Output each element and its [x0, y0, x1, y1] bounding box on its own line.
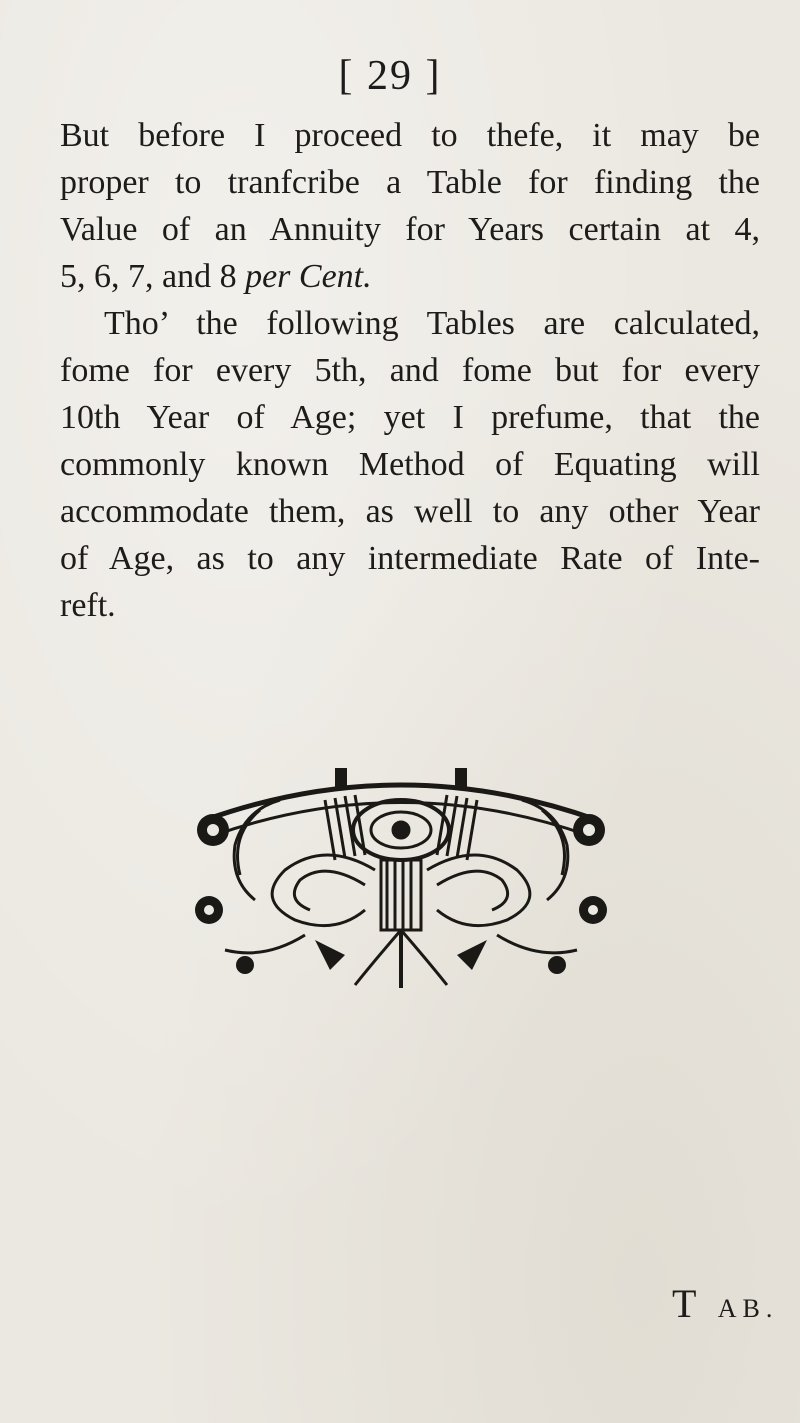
catchword: [672, 1280, 778, 1327]
per-cent-italic: per Cent.: [245, 258, 372, 295]
text-line: of Age, as to any intermediate Rate of Inte-: [60, 540, 760, 577]
text-line: [60, 253, 760, 300]
text-line: accommodate them, as well to any other Year: [60, 493, 760, 530]
catchword-initial: T: [672, 1281, 702, 1326]
paragraph-1: [60, 112, 760, 300]
text-line: 10th Year of Age; yet I prefume, that the: [60, 399, 760, 436]
text-line: fome for every 5th, and fome but for every: [60, 352, 760, 389]
text-line: Value of an Annuity for Years certain at 4,: [60, 211, 760, 248]
text-line: commonly known Method of Equating will: [60, 446, 760, 483]
text-line: Tho’ the following Tables are calculated,: [104, 305, 760, 342]
text-line-lead: 5, 6, 7, and 8: [60, 258, 237, 295]
printers-ornament-icon: [185, 760, 617, 992]
text-line: reft.: [60, 587, 116, 624]
body-text: [60, 112, 760, 629]
catchword-rest: AB.: [717, 1294, 779, 1323]
paragraph-2: [60, 300, 760, 629]
text-line: proper to tranfcribe a Table for finding the: [60, 164, 760, 201]
text-line: But before I proceed to thefe, it may be: [60, 117, 760, 154]
page-number: [ 29 ]: [338, 53, 442, 99]
